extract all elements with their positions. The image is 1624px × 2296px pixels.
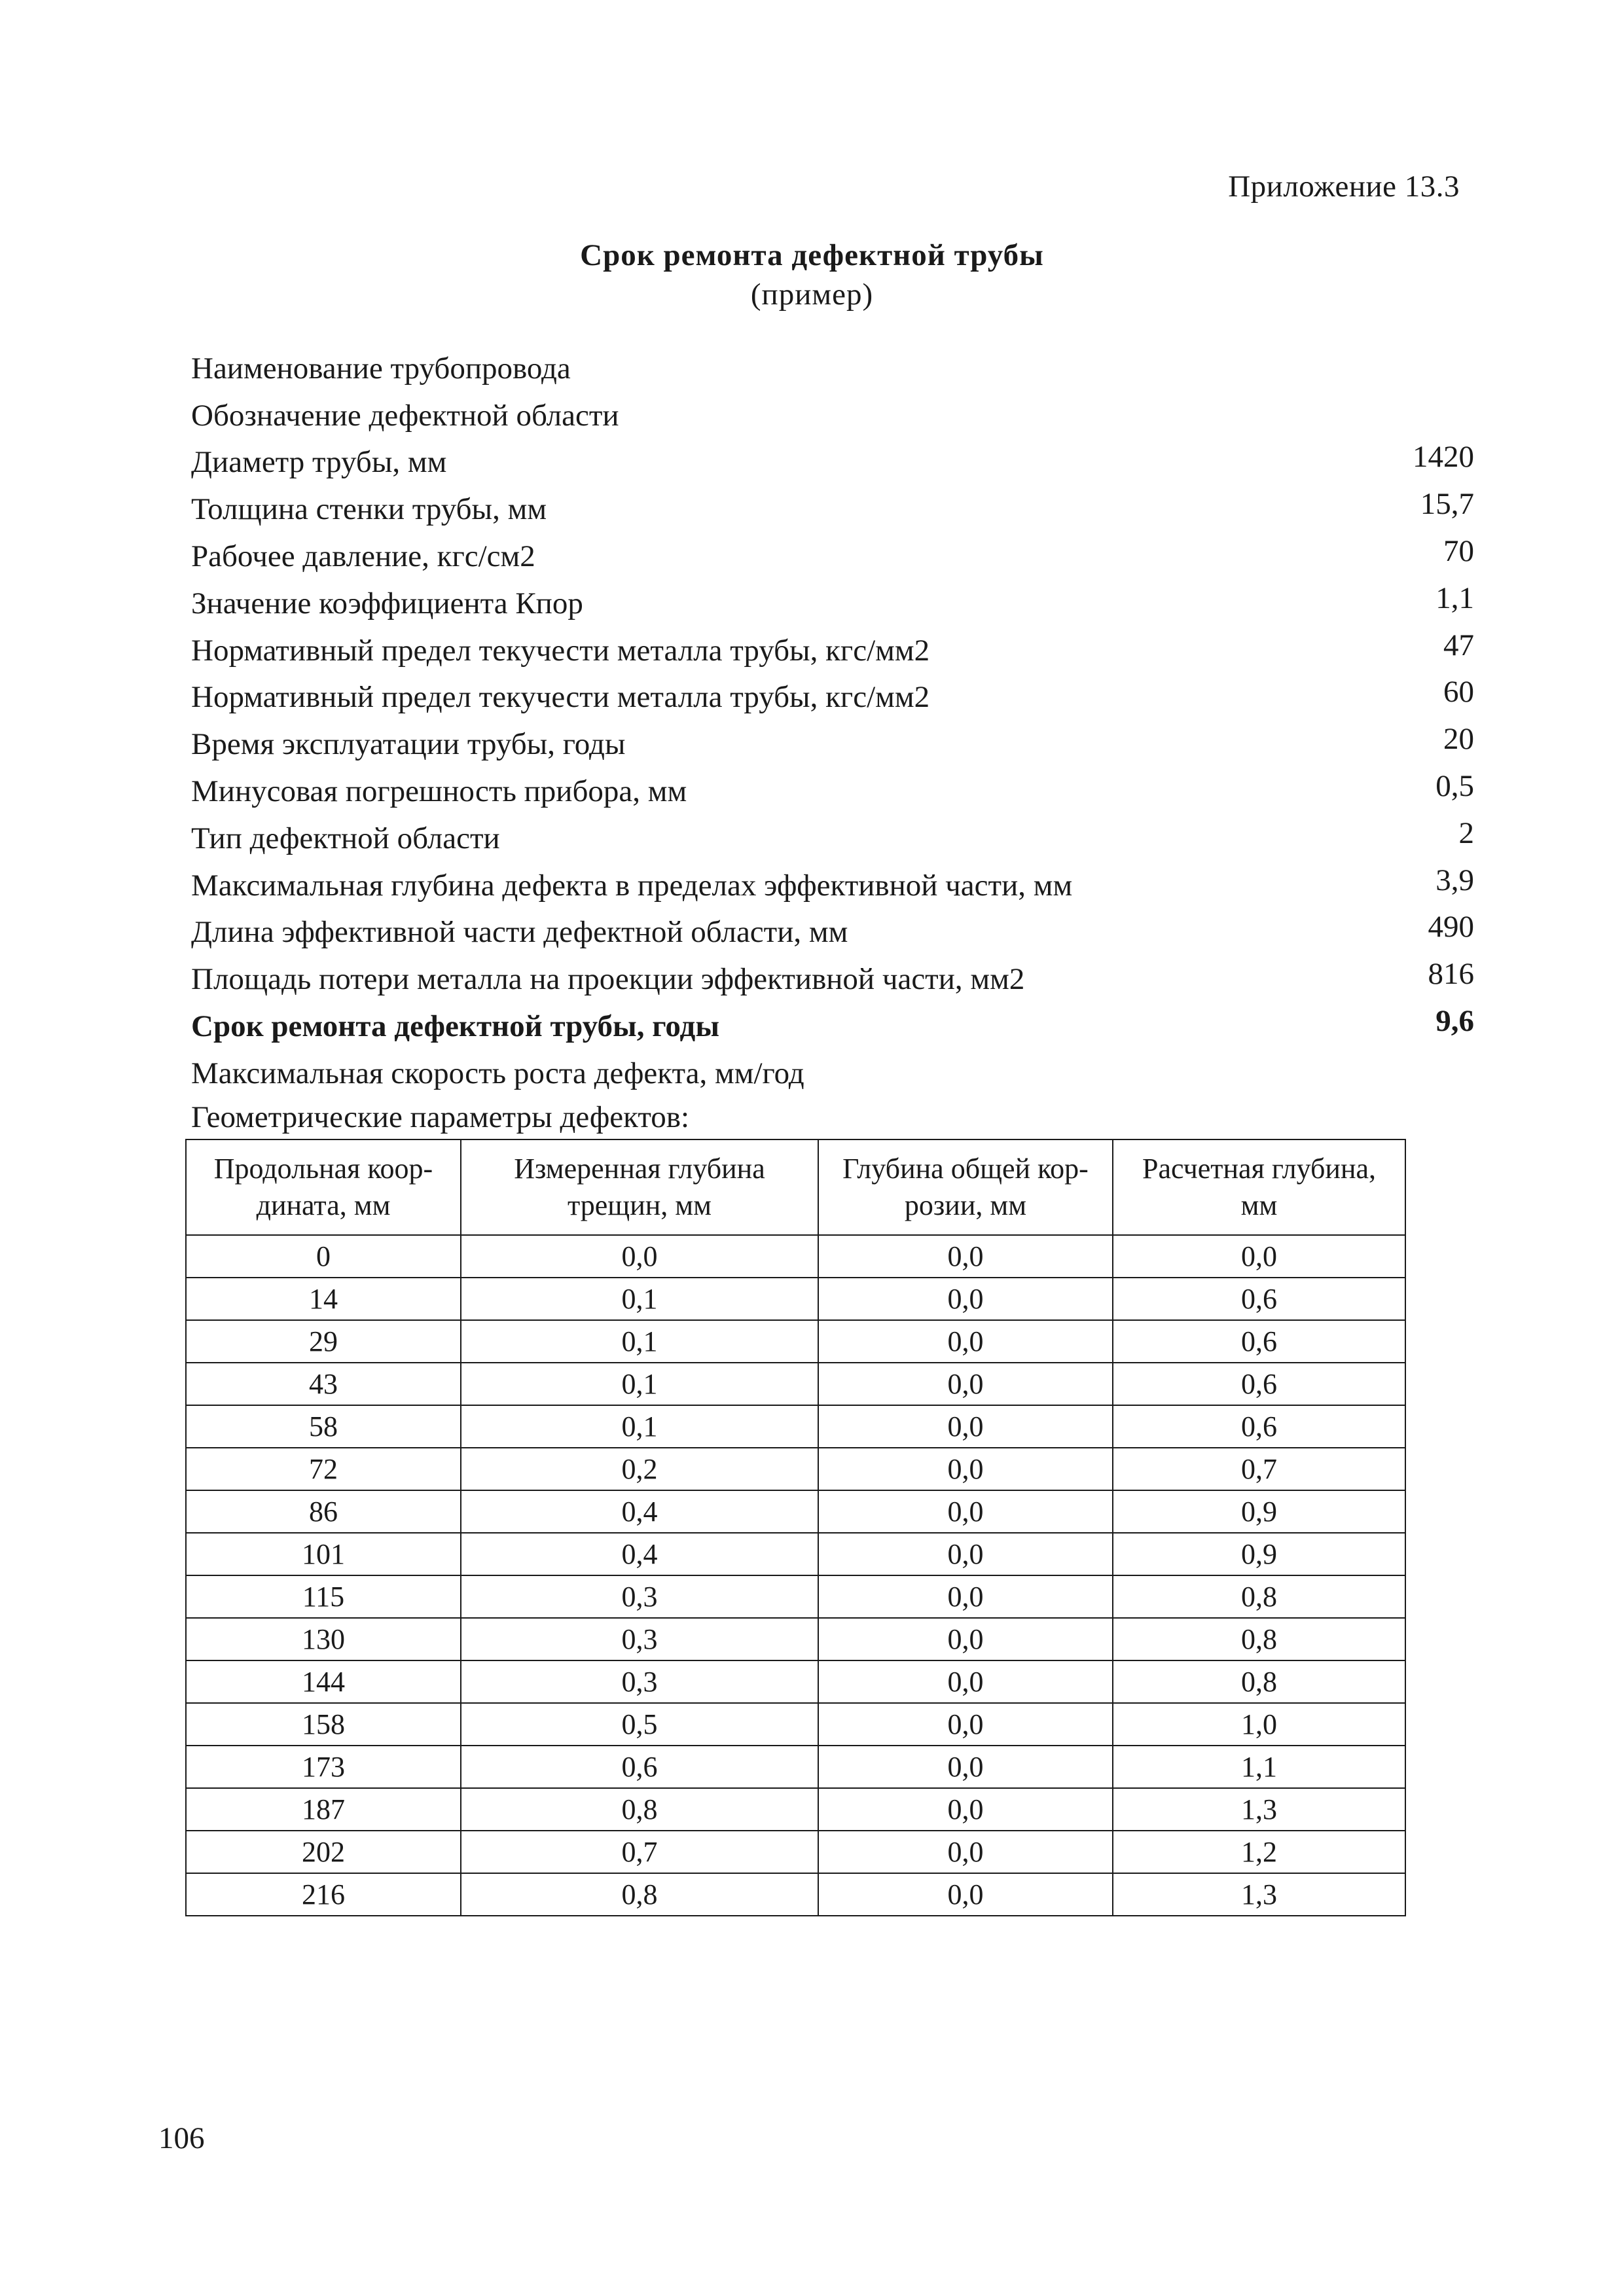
table-cell: 0,1 [461, 1278, 818, 1320]
param-row [191, 1050, 1474, 1098]
table-cell: 0,0 [818, 1533, 1113, 1575]
header-line: мм [1240, 1189, 1278, 1221]
table-cell: 0,1 [461, 1320, 818, 1363]
param-row [191, 768, 1474, 816]
table-cell: 187 [186, 1788, 461, 1831]
table-cell: 14 [186, 1278, 461, 1320]
table-cell: 0,6 [1113, 1363, 1405, 1405]
table-cell: 0 [186, 1235, 461, 1278]
table-cell: 0,7 [1113, 1448, 1405, 1490]
param-label: Минусовая погрешность прибора, мм [191, 774, 687, 808]
table-cell: 0,0 [818, 1660, 1113, 1703]
table-cell: 1,0 [1113, 1703, 1405, 1746]
table-row [186, 1320, 1405, 1363]
title-block [0, 236, 1624, 314]
param-row [191, 956, 1474, 1003]
param-label: Максимальная глубина дефекта в пределах эффективной части, мм [191, 868, 1073, 903]
table-row [186, 1660, 1405, 1703]
table-cell: 216 [186, 1873, 461, 1916]
param-row [191, 581, 1474, 628]
table-cell: 1,3 [1113, 1788, 1405, 1831]
table-cell: 0,3 [461, 1618, 818, 1660]
param-label: Тип дефектной области [191, 821, 500, 855]
table-cell: 0,1 [461, 1405, 818, 1448]
param-row [191, 533, 1474, 581]
table-row [186, 1533, 1405, 1575]
param-value: 816 [1428, 957, 1474, 992]
table-cell: 144 [186, 1660, 461, 1703]
table-cell: 1,3 [1113, 1873, 1405, 1916]
table-cell: 0,8 [461, 1873, 818, 1916]
param-label: Диаметр трубы, мм [191, 445, 447, 480]
header-line: Продольная коор- [213, 1153, 433, 1185]
table-cell: 0,8 [461, 1788, 818, 1831]
table-cell: 29 [186, 1320, 461, 1363]
param-label: Рабочее давление, кгс/см2 [191, 539, 535, 573]
param-value: 15,7 [1420, 487, 1474, 522]
param-row [191, 440, 1474, 487]
param-value: 47 [1443, 628, 1474, 662]
table-header-row [186, 1139, 1405, 1235]
column-header-corrosion-depth [818, 1139, 1113, 1235]
table-cell: 202 [186, 1831, 461, 1873]
table-cell: 130 [186, 1618, 461, 1660]
table-cell: 0,0 [818, 1703, 1113, 1746]
appendix-label: Приложение 13.3 [1228, 170, 1460, 204]
table-cell: 0,8 [1113, 1575, 1405, 1618]
table-cell: 0,0 [461, 1235, 818, 1278]
table-cell: 101 [186, 1533, 461, 1575]
table-cell: 0,1 [461, 1363, 818, 1405]
table-cell: 0,0 [818, 1235, 1113, 1278]
table-cell: 0,2 [461, 1448, 818, 1490]
param-row [191, 346, 1474, 393]
geometry-caption: Геометрические параметры дефектов: [191, 1100, 690, 1134]
table-row [186, 1490, 1405, 1533]
table-cell: 72 [186, 1448, 461, 1490]
param-label: Наименование трубопровода [191, 351, 571, 386]
header-line: розии, мм [904, 1189, 1027, 1221]
table-cell: 0,4 [461, 1490, 818, 1533]
param-label: Время эксплуатации трубы, годы [191, 727, 626, 762]
table-cell: 43 [186, 1363, 461, 1405]
header-line: дината, мм [256, 1189, 391, 1221]
table-row [186, 1746, 1405, 1788]
table-cell: 0,6 [1113, 1405, 1405, 1448]
table-cell: 0,0 [818, 1788, 1113, 1831]
table-cell: 0,6 [461, 1746, 818, 1788]
table-cell: 0,0 [818, 1575, 1113, 1618]
param-row [191, 721, 1474, 768]
param-label: Площадь потери металла на проекции эффективной части, мм2 [191, 962, 1025, 997]
param-row [191, 628, 1474, 675]
table-row [186, 1873, 1405, 1916]
table-cell: 86 [186, 1490, 461, 1533]
table-cell: 0,0 [818, 1363, 1113, 1405]
param-row-repair-term [191, 1003, 1474, 1050]
column-header-calculated-depth [1113, 1139, 1405, 1235]
table-row [186, 1575, 1405, 1618]
table-cell: 0,9 [1113, 1533, 1405, 1575]
param-label: Нормативный предел текучести металла трубы, кгс/мм2 [191, 633, 930, 668]
table-cell: 0,7 [461, 1831, 818, 1873]
table-cell: 115 [186, 1575, 461, 1618]
table-cell: 0,9 [1113, 1490, 1405, 1533]
table-cell: 0,5 [461, 1703, 818, 1746]
param-value: 60 [1443, 675, 1474, 709]
table-cell: 0,3 [461, 1660, 818, 1703]
table-row [186, 1831, 1405, 1873]
table-row [186, 1405, 1405, 1448]
table-cell: 0,0 [818, 1873, 1113, 1916]
table-header [186, 1139, 1405, 1235]
param-label: Максимальная скорость роста дефекта, мм/год [191, 1056, 804, 1090]
table-cell: 158 [186, 1703, 461, 1746]
table-cell: 0,0 [818, 1405, 1113, 1448]
param-label: Обозначение дефектной области [191, 398, 619, 433]
param-row [191, 816, 1474, 863]
header-line: Измеренная глубина [514, 1153, 765, 1185]
table-cell: 1,2 [1113, 1831, 1405, 1873]
document-title: Срок ремонта дефектной трубы [580, 238, 1044, 272]
table-row [186, 1278, 1405, 1320]
header-line: трещин, мм [568, 1189, 712, 1221]
table-cell: 0,0 [818, 1320, 1113, 1363]
param-value: 9,6 [1435, 1003, 1474, 1038]
param-value: 70 [1443, 533, 1474, 568]
param-value: 1,1 [1435, 581, 1474, 615]
param-label: Длина эффективной части дефектной области, мм [191, 915, 848, 950]
table-cell: 173 [186, 1746, 461, 1788]
table-row [186, 1703, 1405, 1746]
parameters-list [191, 346, 1474, 1098]
table-row [186, 1363, 1405, 1405]
table-cell: 0,4 [461, 1533, 818, 1575]
table-cell: 0,6 [1113, 1278, 1405, 1320]
column-header-crack-depth [461, 1139, 818, 1235]
table-cell: 0,0 [818, 1618, 1113, 1660]
table-row [186, 1618, 1405, 1660]
param-value: 20 [1443, 722, 1474, 757]
table-cell: 58 [186, 1405, 461, 1448]
param-label: Нормативный предел текучести металла трубы, кгс/мм2 [191, 680, 930, 715]
table-cell: 0,0 [818, 1746, 1113, 1788]
table-cell: 0,0 [818, 1831, 1113, 1873]
param-row [191, 486, 1474, 533]
defects-table [185, 1139, 1406, 1916]
table-row [186, 1448, 1405, 1490]
table-cell: 0,0 [818, 1278, 1113, 1320]
table-row [186, 1235, 1405, 1278]
table-cell: 0,0 [1113, 1235, 1405, 1278]
table-cell: 1,1 [1113, 1746, 1405, 1788]
param-value: 2 [1458, 816, 1474, 850]
table-body [186, 1235, 1405, 1916]
page-number: 106 [158, 2121, 205, 2155]
column-header-coordinate [186, 1139, 461, 1235]
table-cell: 0,3 [461, 1575, 818, 1618]
table-cell: 0,8 [1113, 1618, 1405, 1660]
table-cell: 0,0 [818, 1490, 1113, 1533]
param-label: Толщина стенки трубы, мм [191, 492, 547, 527]
param-row [191, 910, 1474, 957]
param-value: 1420 [1413, 440, 1474, 475]
param-value: 0,5 [1435, 768, 1474, 803]
param-row [191, 675, 1474, 722]
param-value: 3,9 [1435, 863, 1474, 897]
table-cell: 0,6 [1113, 1320, 1405, 1363]
param-row [191, 393, 1474, 440]
document-subtitle: (пример) [750, 278, 874, 312]
param-label: Срок ремонта дефектной трубы, годы [191, 1009, 720, 1043]
param-row [191, 863, 1474, 910]
header-line: Расчетная глубина, [1142, 1153, 1377, 1185]
table-cell: 0,8 [1113, 1660, 1405, 1703]
table-cell: 0,0 [818, 1448, 1113, 1490]
param-label: Значение коэффициента Кпор [191, 586, 583, 620]
header-line: Глубина общей кор- [842, 1153, 1089, 1185]
param-value: 490 [1428, 910, 1474, 944]
table-row [186, 1788, 1405, 1831]
